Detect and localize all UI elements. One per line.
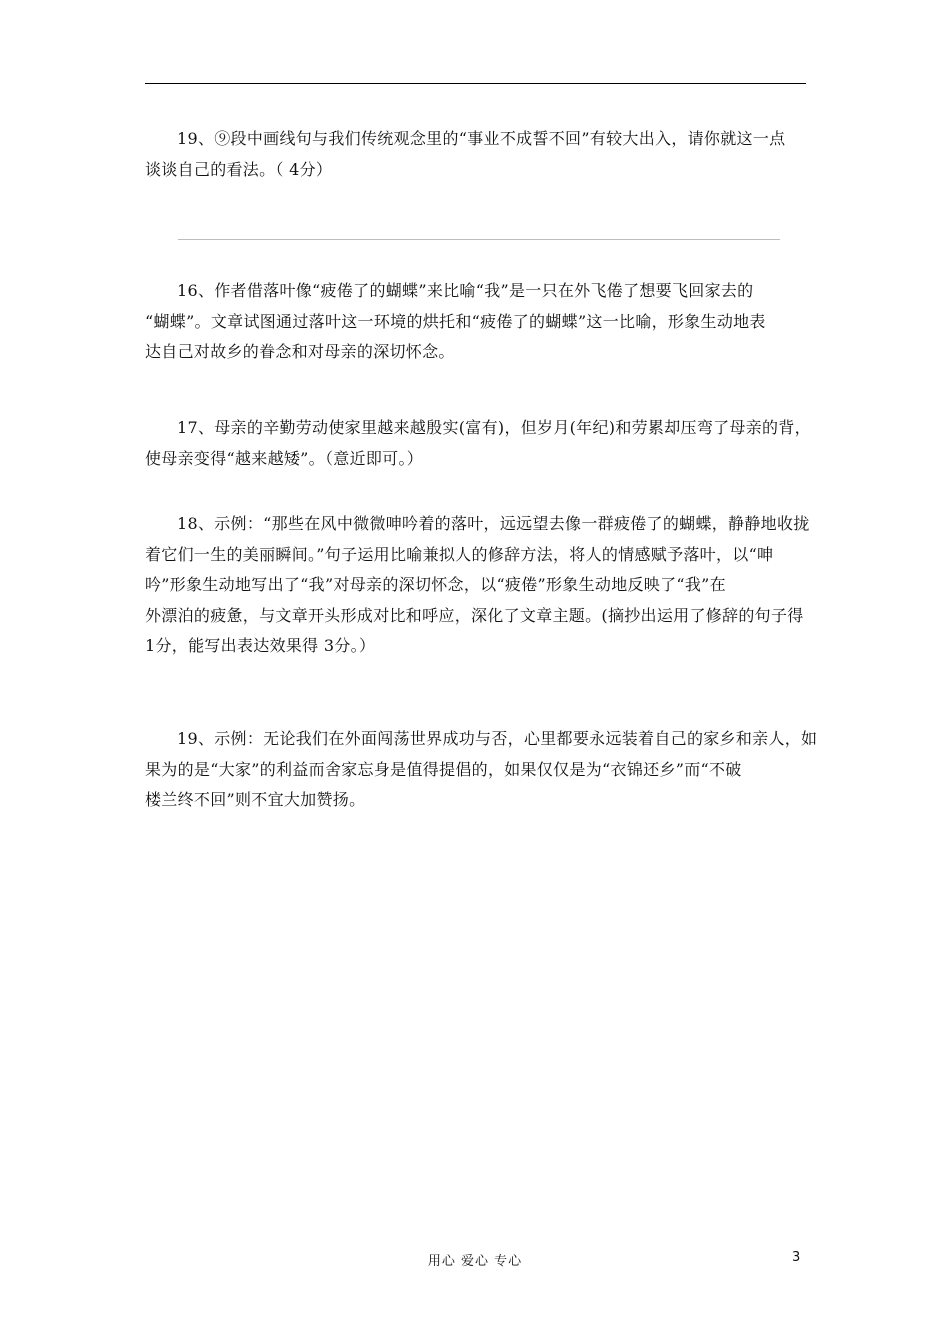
answer-line: 使母亲变得“越来越矮”。（意近即可。）	[145, 448, 424, 468]
header-rule	[145, 83, 806, 84]
answer-19	[145, 724, 818, 816]
answer-separator	[178, 239, 780, 240]
answer-line: 吟”形象生动地写出了“我”对母亲的深切怀念，以“疲倦”形象生动地反映了“我”在	[145, 575, 726, 594]
answer-line: 达自己对故乡的眷念和对母亲的深切怀念。	[145, 342, 455, 361]
answer-line: 楼兰终不回”则不宜大加赞扬。	[145, 790, 366, 809]
question-line: 19、⑨段中画线句与我们传统观念里的“事业不成誓不回”有较大出入，请你就这一点	[177, 129, 786, 148]
answer-17	[145, 413, 811, 474]
question-line: 谈谈自己的看法。（ 4分）	[145, 159, 333, 179]
footer-motto: 用心 爱心 专心	[427, 1254, 523, 1269]
answer-18	[145, 509, 811, 662]
answer-line: 果为的是“大家”的利益而舍家忘身是值得提倡的，如果仅仅是为“衣锦还乡”而“不破	[145, 759, 742, 779]
answer-line: 18、示例：“那些在风中微微呻吟着的落叶，远远望去像一群疲倦了的蝴蝶，静静地收拢	[177, 514, 810, 533]
answer-line: 外漂泊的疲惫，与文章开头形成对比和呼应，深化了文章主题。(摘抄出运用了修辞的句子得	[145, 605, 804, 625]
question-19	[145, 124, 811, 185]
answer-line: 16、作者借落叶像“疲倦了的蝴蝶”来比喻“我”是一只在外飞倦了想要飞回家去的	[177, 281, 754, 300]
answer-line: 19、示例：无论我们在外面闯荡世界成功与否，心里都要永远装着自己的家乡和亲人，如	[177, 729, 818, 748]
answer-line: “蝴蝶”。文章试图通过落叶这一环境的烘托和“疲倦了的蝴蝶”这一比喻，形象生动地表	[145, 311, 766, 331]
answer-line: 1分，能写出表达效果得 3分。）	[145, 636, 376, 655]
answer-line: 着它们一生的美丽瞬间。”句子运用比喻兼拟人的修辞方法，将人的情感赋予落叶，以“呻	[145, 544, 774, 564]
answer-line: 17、母亲的辛勤劳动使家里越来越殷实(富有)，但岁月(年纪)和劳累却压弯了母亲的背，	[177, 418, 811, 437]
page-number: 3	[792, 1250, 801, 1265]
answer-16	[145, 276, 811, 368]
